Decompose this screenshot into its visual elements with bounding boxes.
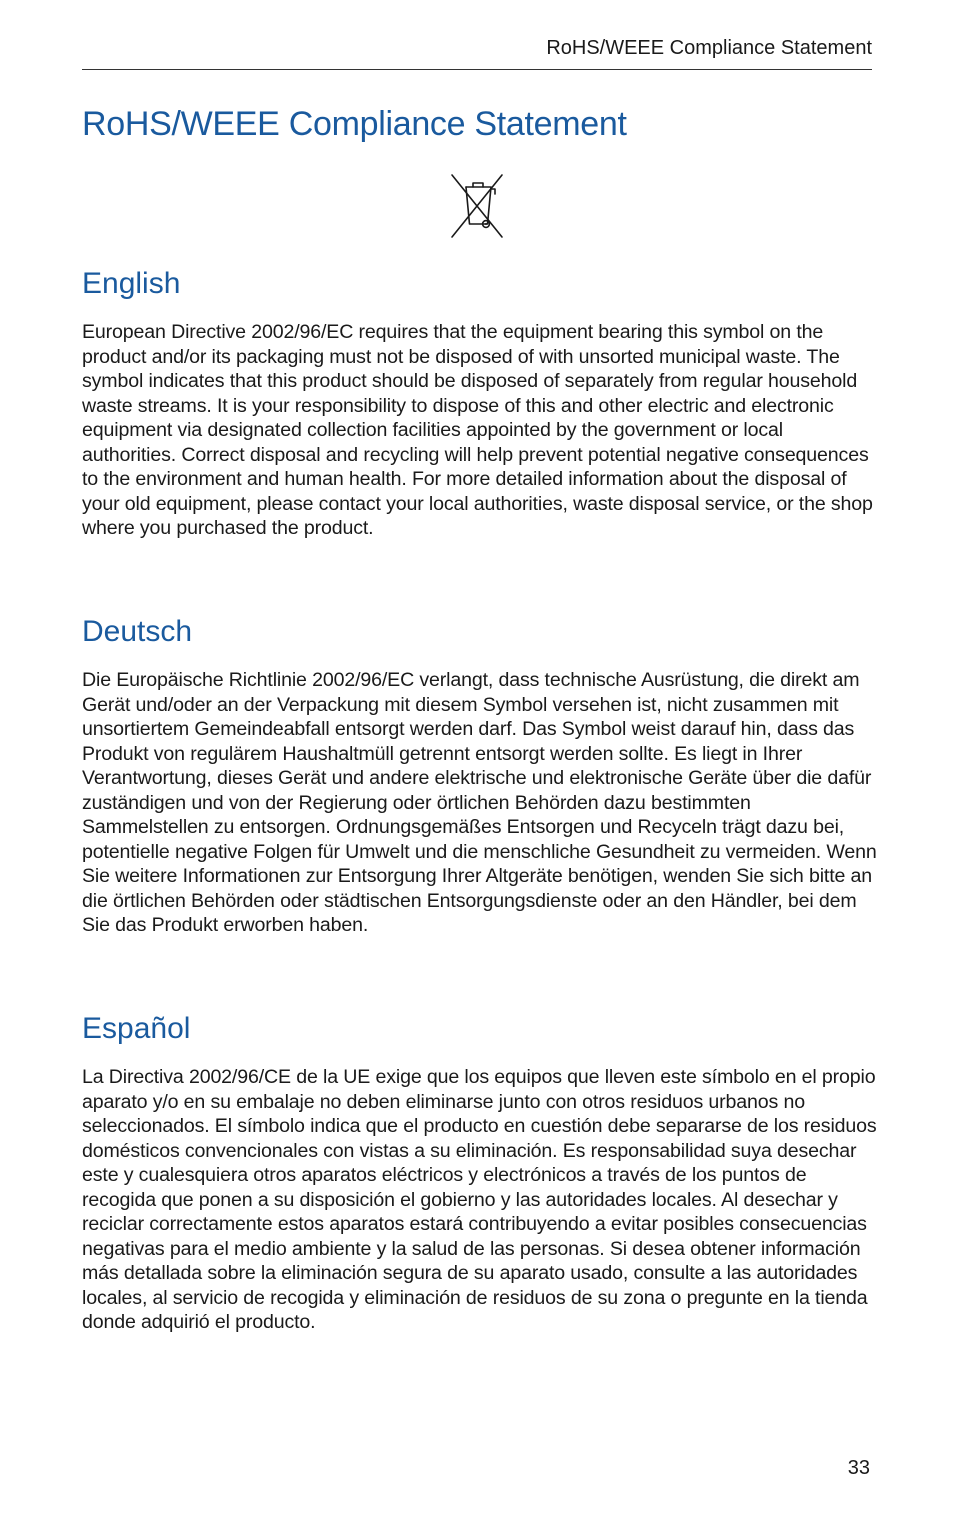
page-title: RoHS/WEEE Compliance Statement	[82, 105, 627, 143]
running-header-title: RoHS/WEEE Compliance Statement	[546, 37, 872, 59]
section-heading-deutsch: Deutsch	[82, 615, 193, 648]
weee-crossed-out-wheelie-bin-icon	[449, 172, 505, 240]
section-body-deutsch: Die Europäische Richtlinie 2002/96/EC verlangt, dass technische Ausrüstung, die direkt am Gerät und/oder an der Verpackung mit diesem Symbol versehen ist, nicht zusammen mit unsortiertem Gemeindeabfall entsorgt werden darf. Das Symbol weist darauf hin, dass das Produkt von regulärem Haushaltmüll getrennt entsorgt werden sollte. Es liegt in Ihrer Verantwortung, dieses Gerät und andere elektrische und elektronische Geräte über die dafür zuständigen und von der Regierung oder örtlichen Behörden dazu bestimmten Sammelstellen zu entsorgen. Ordnungsgemäßes Entsorgen und Recyceln trägt dazu bei, potentielle negative Folgen für Umwelt und die menschliche Gesundheit zu vermeiden. Wenn Sie weitere Informationen zur Entsorgung Ihrer Altgeräte benötigen, wenden Sie sich bitte an die örtlichen Behörden oder städtischen Entsorgungsdienste oder an den Händler, bei dem Sie das Produkt erworben haben.	[82, 669, 877, 936]
section-body-english: European Directive 2002/96/EC requires that the equipment bearing this symbol on the product and/or its packaging must not be disposed of with unsorted municipal waste. The symbol indicates that this product should be disposed of separately from regular household waste streams. It is your responsibility to dispose of this and other electric and electronic equipment via designated collection facilities appointed by the government or local authorities. Correct disposal and recycling will help prevent potential negative consequences to the environment and human health. For more detailed information about the disposal of your old equipment, please contact your local authorities, waste disposal service, or the shop where you purchased the product.	[82, 321, 873, 539]
section-heading-english: English	[82, 267, 181, 300]
section-heading-espanol: Español	[82, 1012, 191, 1045]
section-body-espanol: La Directiva 2002/96/CE de la UE exige que los equipos que lleven este símbolo en el propio aparato y/o en su embalaje no deben eliminarse junto con otros residuos urbanos no seleccionados. El símbolo indica que el producto en cuestión debe separarse de los residuos domésticos convencionales con vistas a su eliminación. Es responsabilidad suya desechar este y cualesquiera otros aparatos eléctricos y electrónicos a través de los puntos de recogida que ponen a su disposición el gobierno y las autoridades locales. Al desechar y reciclar correctamente estos aparatos estará contribuyendo a evitar posibles consecuencias negativas para el medio ambiente y la salud de las personas. Si desea obtener información más detallada sobre la eliminación segura de su aparato usado, consulte a las autoridades locales, al servicio de recogida y eliminación de residuos de su zona o pregunte en la tienda donde adquirió el producto.	[82, 1066, 877, 1333]
page-number: 33	[847, 1457, 870, 1479]
running-header	[82, 34, 872, 70]
